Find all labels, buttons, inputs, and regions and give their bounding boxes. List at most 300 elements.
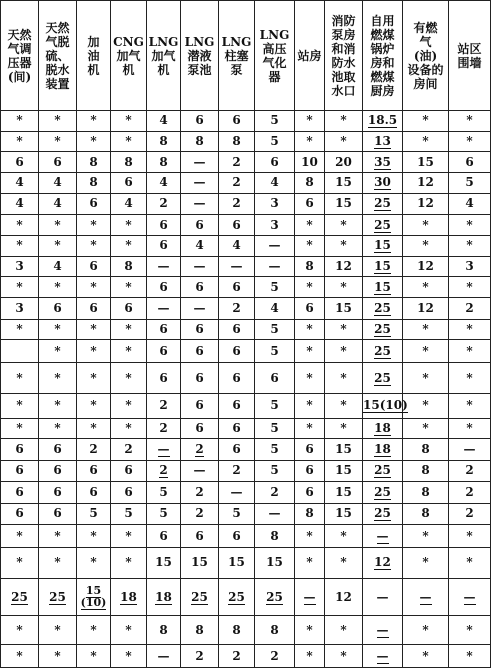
table-cell: * bbox=[403, 111, 449, 132]
table-cell: * bbox=[111, 319, 147, 340]
underlined-value: 25 bbox=[374, 196, 391, 211]
table-cell: 8 bbox=[403, 481, 449, 503]
table-cell bbox=[363, 394, 408, 419]
table-cell: 6 bbox=[111, 481, 147, 503]
underlined-value: 15 (10) bbox=[80, 584, 107, 610]
table-row bbox=[1, 235, 491, 256]
underlined-value: 13 bbox=[374, 133, 391, 148]
table-cell: * bbox=[295, 131, 325, 152]
table-cell: 6 bbox=[147, 235, 181, 256]
table-cell: * bbox=[111, 277, 147, 298]
underlined-value: 25 bbox=[374, 484, 391, 499]
table-cell bbox=[363, 616, 403, 645]
table-row bbox=[1, 319, 491, 340]
table-cell: * bbox=[325, 418, 363, 439]
underlined-value: 25 bbox=[374, 300, 391, 315]
table-cell: 6 bbox=[295, 297, 325, 319]
table-cell: * bbox=[325, 215, 363, 236]
table-cell: * bbox=[403, 277, 449, 298]
table-cell: — bbox=[363, 578, 403, 615]
table-cell: 6 bbox=[147, 363, 181, 394]
table-cell: * bbox=[295, 277, 325, 298]
table-cell: * bbox=[449, 235, 491, 256]
table-cell: 2 bbox=[147, 193, 181, 215]
table-cell: 4 bbox=[39, 193, 77, 215]
table-cell: 8 bbox=[255, 616, 295, 645]
table-cell: * bbox=[39, 131, 77, 152]
underlined-value: 15 bbox=[374, 258, 391, 273]
table-cell: * bbox=[77, 340, 111, 363]
table-cell bbox=[363, 152, 403, 173]
table-cell: 8 bbox=[255, 525, 295, 548]
table-cell: 12 bbox=[403, 297, 449, 319]
underlined-value: 25 bbox=[228, 589, 245, 604]
table-cell: * bbox=[77, 215, 111, 236]
table-cell: 6 bbox=[181, 277, 219, 298]
table-row bbox=[1, 525, 491, 548]
table-cell: * bbox=[111, 394, 147, 419]
table-cell: * bbox=[295, 340, 325, 363]
table-cell: 6 bbox=[181, 525, 219, 548]
table-cell: 2 bbox=[219, 172, 255, 193]
table-cell: 8 bbox=[295, 256, 325, 277]
table-cell: — bbox=[147, 645, 181, 668]
table-cell: * bbox=[77, 319, 111, 340]
table-cell bbox=[147, 439, 181, 461]
table-cell bbox=[363, 256, 403, 277]
table-cell: 4 bbox=[1, 172, 39, 193]
table-cell: 12 bbox=[325, 578, 363, 615]
table-row bbox=[1, 193, 491, 215]
table-cell: — bbox=[255, 256, 295, 277]
table-cell: 6 bbox=[1, 503, 39, 525]
table-cell: * bbox=[1, 645, 39, 668]
table-cell: 2 bbox=[449, 461, 491, 482]
underlined-value: 35 bbox=[374, 154, 391, 169]
table-cell: * bbox=[111, 547, 147, 578]
table-cell: 8 bbox=[295, 503, 325, 525]
table-cell: * bbox=[403, 215, 449, 236]
table-cell: 6 bbox=[147, 215, 181, 236]
table-cell: 2 bbox=[111, 439, 147, 461]
table-cell bbox=[1, 578, 39, 615]
table-cell: 5 bbox=[147, 481, 181, 503]
table-cell: 15 bbox=[325, 297, 363, 319]
table-cell: 8 bbox=[295, 172, 325, 193]
underlined-value: 18.5 bbox=[367, 113, 398, 128]
underlined-value: 25 bbox=[374, 217, 391, 232]
table-cell: 4 bbox=[39, 256, 77, 277]
table-cell: 6 bbox=[77, 256, 111, 277]
table-cell: 8 bbox=[181, 616, 219, 645]
table-cell: 2 bbox=[219, 461, 255, 482]
table-cell: 6 bbox=[181, 394, 219, 419]
table-cell: 6 bbox=[219, 277, 255, 298]
table-cell: 4 bbox=[181, 235, 219, 256]
table-cell bbox=[363, 418, 403, 439]
underlined-value: — bbox=[376, 622, 389, 637]
table-cell: * bbox=[403, 235, 449, 256]
col-header: 站房 bbox=[295, 1, 325, 111]
table-row bbox=[1, 616, 491, 645]
table-cell: 6 bbox=[219, 418, 255, 439]
table-cell: 8 bbox=[77, 152, 111, 173]
table-cell: 8 bbox=[147, 616, 181, 645]
table-cell: 4 bbox=[449, 193, 491, 215]
table-cell: 2 bbox=[147, 394, 181, 419]
table-cell: 10 bbox=[295, 152, 325, 173]
table-cell: 15 bbox=[147, 547, 181, 578]
table-cell: 12 bbox=[325, 256, 363, 277]
table-cell: 8 bbox=[219, 616, 255, 645]
table-cell: 5 bbox=[255, 111, 295, 132]
table-cell: * bbox=[111, 340, 147, 363]
table-cell: 2 bbox=[219, 297, 255, 319]
table-cell: 5 bbox=[255, 439, 295, 461]
table-cell bbox=[181, 578, 219, 615]
table-cell: * bbox=[39, 547, 77, 578]
underlined-value: 15 bbox=[374, 279, 391, 294]
table-cell: 6 bbox=[219, 363, 255, 394]
table-cell: 3 bbox=[449, 256, 491, 277]
table-cell: 15 bbox=[325, 193, 363, 215]
table-cell: 15 bbox=[255, 547, 295, 578]
table-cell: 2 bbox=[147, 418, 181, 439]
table-cell: 4 bbox=[111, 193, 147, 215]
table-cell: 3 bbox=[1, 297, 39, 319]
table-cell: 5 bbox=[111, 503, 147, 525]
table-cell: * bbox=[325, 340, 363, 363]
table-row bbox=[1, 418, 491, 439]
table-cell: * bbox=[1, 131, 39, 152]
table-cell: 6 bbox=[255, 152, 295, 173]
table-cell bbox=[363, 363, 403, 394]
table-cell: * bbox=[449, 525, 491, 548]
table-cell: 2 bbox=[449, 503, 491, 525]
table-cell: * bbox=[39, 277, 77, 298]
table-cell: * bbox=[111, 616, 147, 645]
table-cell: 6 bbox=[111, 172, 147, 193]
underlined-value: 2 bbox=[195, 442, 204, 457]
table-cell: * bbox=[77, 616, 111, 645]
col-header: 消防 泵房 和消 防水 池取 水口 bbox=[325, 1, 363, 111]
table-cell bbox=[255, 578, 295, 615]
underlined-value: — bbox=[157, 442, 170, 457]
table-cell bbox=[363, 172, 403, 193]
table-cell: * bbox=[403, 525, 449, 548]
underlined-value: 25 bbox=[374, 370, 391, 385]
table-cell: * bbox=[39, 418, 77, 439]
table-row bbox=[1, 578, 491, 615]
table-cell: * bbox=[295, 547, 325, 578]
table-cell: 4 bbox=[147, 111, 181, 132]
table-row bbox=[1, 340, 491, 363]
table-cell: 6 bbox=[181, 340, 219, 363]
table-cell: 8 bbox=[111, 256, 147, 277]
table-cell: * bbox=[39, 645, 77, 668]
table-cell bbox=[39, 578, 77, 615]
table-cell: * bbox=[39, 235, 77, 256]
col-header: 站区 围墙 bbox=[449, 1, 491, 111]
table-cell: 6 bbox=[77, 481, 111, 503]
col-header: LNG 柱塞 泵 bbox=[219, 1, 255, 111]
underlined-value: 25 bbox=[374, 506, 391, 521]
table-cell: — bbox=[147, 297, 181, 319]
table-body bbox=[1, 111, 491, 668]
table-cell: 6 bbox=[181, 319, 219, 340]
table-cell: 2 bbox=[77, 439, 111, 461]
table-cell: * bbox=[295, 215, 325, 236]
underlined-value: 18 bbox=[155, 589, 172, 604]
table-cell: * bbox=[295, 319, 325, 340]
table-cell: * bbox=[77, 645, 111, 668]
table-cell: * bbox=[325, 131, 363, 152]
table-cell: * bbox=[77, 547, 111, 578]
underlined-value: 25 bbox=[191, 589, 208, 604]
table-cell: * bbox=[295, 363, 325, 394]
table-cell bbox=[363, 481, 403, 503]
table-cell: * bbox=[295, 616, 325, 645]
table-cell: 15 bbox=[325, 503, 363, 525]
table-cell: 6 bbox=[219, 215, 255, 236]
table-cell: 6 bbox=[39, 461, 77, 482]
col-header: LNG 高压 气化 器 bbox=[255, 1, 295, 111]
underlined-value: — bbox=[376, 528, 389, 543]
table-cell: — bbox=[181, 152, 219, 173]
table-cell: 8 bbox=[147, 152, 181, 173]
underlined-value: 30 bbox=[374, 175, 391, 190]
underlined-value: 25 bbox=[49, 589, 66, 604]
table-cell: * bbox=[449, 277, 491, 298]
table-cell: — bbox=[449, 439, 491, 461]
table-cell: * bbox=[77, 394, 111, 419]
table-cell: 2 bbox=[255, 481, 295, 503]
table-cell: 6 bbox=[181, 418, 219, 439]
table-cell bbox=[363, 319, 403, 340]
table-cell: * bbox=[1, 394, 39, 419]
table-cell bbox=[111, 578, 147, 615]
table-cell: 6 bbox=[39, 503, 77, 525]
table-cell: 12 bbox=[403, 172, 449, 193]
table-cell: * bbox=[1, 363, 39, 394]
table-cell: 8 bbox=[147, 131, 181, 152]
table-cell: 5 bbox=[219, 503, 255, 525]
table-cell: * bbox=[325, 616, 363, 645]
table-row bbox=[1, 439, 491, 461]
table-cell: 6 bbox=[147, 340, 181, 363]
table-row bbox=[1, 503, 491, 525]
table-row bbox=[1, 394, 491, 419]
table-cell: 6 bbox=[1, 461, 39, 482]
table-row bbox=[1, 481, 491, 503]
table-cell: * bbox=[1, 277, 39, 298]
table-cell: 4 bbox=[255, 297, 295, 319]
table-cell: 6 bbox=[295, 461, 325, 482]
table-cell: * bbox=[1, 418, 39, 439]
table-cell: 6 bbox=[111, 297, 147, 319]
table-cell: * bbox=[111, 525, 147, 548]
table-cell: * bbox=[111, 645, 147, 668]
table-cell: — bbox=[181, 461, 219, 482]
table-cell: * bbox=[295, 394, 325, 419]
table-cell: 8 bbox=[403, 503, 449, 525]
table-cell: 3 bbox=[255, 193, 295, 215]
underlined-value: 15(10) bbox=[363, 398, 408, 413]
header-row bbox=[1, 1, 491, 111]
table-cell: — bbox=[181, 193, 219, 215]
table-cell: 15 bbox=[403, 152, 449, 173]
table-row bbox=[1, 131, 491, 152]
table-cell: 4 bbox=[1, 193, 39, 215]
table-cell: * bbox=[1, 215, 39, 236]
table-cell: 6 bbox=[147, 525, 181, 548]
table-cell: 6 bbox=[39, 297, 77, 319]
table-row bbox=[1, 461, 491, 482]
table-cell: 2 bbox=[181, 481, 219, 503]
col-header: 自用 燃煤 锅炉 房和 燃煤 厨房 bbox=[363, 1, 403, 111]
table-cell bbox=[363, 461, 403, 482]
table-cell: — bbox=[255, 503, 295, 525]
table-cell bbox=[363, 277, 403, 298]
table-cell: 6 bbox=[219, 319, 255, 340]
table-cell: * bbox=[77, 418, 111, 439]
table-cell: 5 bbox=[255, 131, 295, 152]
table-cell: * bbox=[111, 363, 147, 394]
table-cell: 6 bbox=[181, 363, 219, 394]
table-cell: — bbox=[219, 481, 255, 503]
table-cell bbox=[363, 215, 403, 236]
table-cell: 15 bbox=[325, 172, 363, 193]
table-cell: * bbox=[449, 616, 491, 645]
table-cell: * bbox=[77, 277, 111, 298]
table-cell: * bbox=[449, 547, 491, 578]
table-cell: 2 bbox=[219, 193, 255, 215]
table-cell: 6 bbox=[1, 439, 39, 461]
table-cell: * bbox=[77, 111, 111, 132]
table-cell: * bbox=[111, 131, 147, 152]
table-cell: 4 bbox=[255, 172, 295, 193]
table-cell bbox=[363, 503, 403, 525]
underlined-value: 18 bbox=[374, 442, 391, 457]
underlined-value: 25 bbox=[266, 589, 283, 604]
table-cell: 15 bbox=[325, 461, 363, 482]
table-cell: 5 bbox=[255, 461, 295, 482]
table-row bbox=[1, 645, 491, 668]
table-cell: * bbox=[295, 235, 325, 256]
table-cell: * bbox=[111, 235, 147, 256]
table-cell: 15 bbox=[325, 481, 363, 503]
table-cell bbox=[449, 578, 491, 615]
table-cell bbox=[295, 578, 325, 615]
table-cell: * bbox=[325, 645, 363, 668]
underlined-value: — bbox=[303, 589, 316, 604]
table-cell bbox=[363, 131, 403, 152]
underlined-value: 25 bbox=[374, 343, 391, 358]
table-cell: * bbox=[77, 525, 111, 548]
table-cell: 5 bbox=[449, 172, 491, 193]
table-cell: * bbox=[39, 340, 77, 363]
table-cell: * bbox=[295, 111, 325, 132]
col-header: 天然 气调 压器 (间) bbox=[1, 1, 39, 111]
table-cell: * bbox=[295, 645, 325, 668]
table-cell: 6 bbox=[147, 277, 181, 298]
table-cell bbox=[363, 235, 403, 256]
table-cell: 2 bbox=[255, 645, 295, 668]
table-cell: * bbox=[449, 111, 491, 132]
table-cell: 6 bbox=[1, 481, 39, 503]
table-cell: 6 bbox=[111, 461, 147, 482]
col-header: 有燃 气 (油) 设备的 房间 bbox=[403, 1, 449, 111]
table-cell bbox=[77, 578, 111, 615]
table-cell: * bbox=[325, 363, 363, 394]
table-row bbox=[1, 215, 491, 236]
table-cell: 6 bbox=[39, 439, 77, 461]
table-cell: * bbox=[39, 525, 77, 548]
table-row bbox=[1, 277, 491, 298]
table-cell bbox=[403, 578, 449, 615]
table-cell: * bbox=[39, 111, 77, 132]
table-cell: 6 bbox=[181, 215, 219, 236]
table-cell: 6 bbox=[219, 111, 255, 132]
table-cell: 4 bbox=[219, 235, 255, 256]
table-cell: 6 bbox=[255, 363, 295, 394]
table-cell: * bbox=[403, 418, 449, 439]
table-cell: 5 bbox=[255, 394, 295, 419]
col-header: 天然 气脱 硫、 脱水 装置 bbox=[39, 1, 77, 111]
table-cell: * bbox=[325, 394, 363, 419]
table-cell: 15 bbox=[325, 439, 363, 461]
table-cell bbox=[219, 578, 255, 615]
table-cell: * bbox=[403, 340, 449, 363]
table-cell: * bbox=[1, 525, 39, 548]
table-cell bbox=[1, 340, 39, 363]
table-cell: 8 bbox=[111, 152, 147, 173]
underlined-value: 12 bbox=[374, 555, 391, 570]
table-cell: * bbox=[111, 111, 147, 132]
table-cell: 2 bbox=[219, 645, 255, 668]
table-cell: * bbox=[403, 616, 449, 645]
table-cell: 4 bbox=[39, 172, 77, 193]
table-cell: 6 bbox=[77, 193, 111, 215]
table-cell: 6 bbox=[1, 152, 39, 173]
underlined-value: 25 bbox=[11, 589, 28, 604]
table-row bbox=[1, 111, 491, 132]
table-cell: * bbox=[39, 215, 77, 236]
table-cell: 5 bbox=[255, 277, 295, 298]
table-cell: 3 bbox=[1, 256, 39, 277]
table-cell: * bbox=[449, 319, 491, 340]
table-row bbox=[1, 363, 491, 394]
table-cell: 2 bbox=[181, 645, 219, 668]
underlined-value: 15 bbox=[374, 238, 391, 253]
table-cell: 12 bbox=[403, 193, 449, 215]
table-cell: * bbox=[295, 525, 325, 548]
table-cell: 12 bbox=[403, 256, 449, 277]
table-cell: 3 bbox=[255, 215, 295, 236]
table-cell bbox=[363, 193, 403, 215]
table-cell: 6 bbox=[219, 525, 255, 548]
table-cell: 15 bbox=[181, 547, 219, 578]
table-cell: * bbox=[403, 319, 449, 340]
table-row bbox=[1, 152, 491, 173]
table-cell: 6 bbox=[295, 481, 325, 503]
table-cell: * bbox=[1, 235, 39, 256]
table-cell: * bbox=[449, 340, 491, 363]
table-cell: * bbox=[1, 616, 39, 645]
table-cell: * bbox=[39, 319, 77, 340]
table-cell bbox=[363, 297, 403, 319]
table-cell: * bbox=[403, 131, 449, 152]
